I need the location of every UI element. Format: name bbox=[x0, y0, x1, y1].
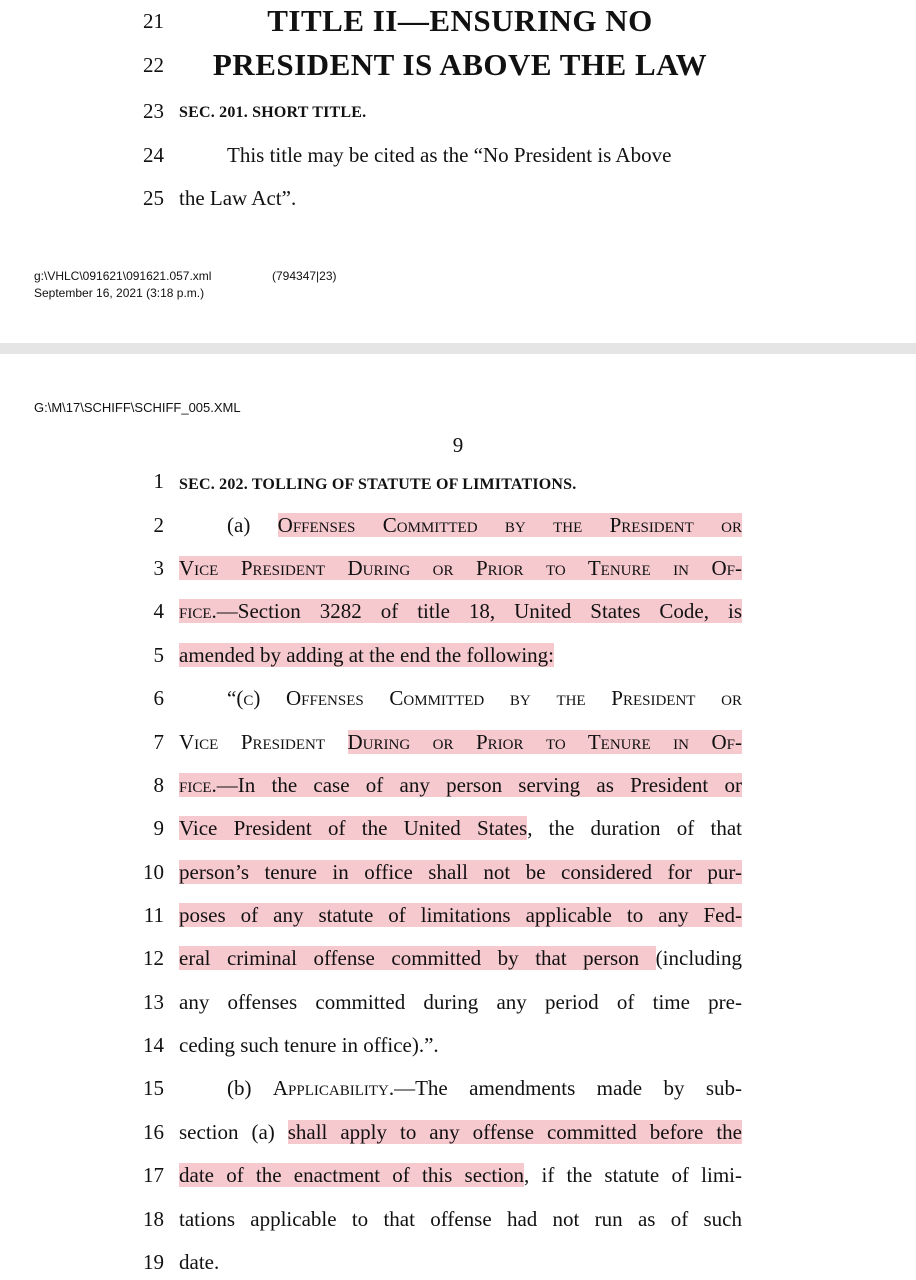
line-number: 18 bbox=[143, 1207, 164, 1231]
timestamp: September 16, 2021 (3:18 p.m.) bbox=[34, 286, 205, 300]
line-number: 10 bbox=[143, 860, 164, 884]
line-number: 23 bbox=[143, 99, 164, 123]
line-number: 15 bbox=[143, 1076, 164, 1100]
line-number: 3 bbox=[153, 556, 164, 580]
line-number: 24 bbox=[143, 143, 164, 167]
text-line-6: “(c) Offenses Committed by the President or bbox=[227, 686, 742, 710]
text-line-5 bbox=[179, 642, 742, 668]
highlight: fice.—In the case of any person serving as President or bbox=[179, 773, 742, 797]
highlight: Vice President During or Prior to Tenure in Of- bbox=[179, 556, 742, 580]
text-line-18: tations applicable to that offense had not run as of such bbox=[179, 1207, 742, 1231]
highlight: Offenses Committed by the President or bbox=[277, 513, 742, 537]
highlight: amended by adding at the end the following: bbox=[179, 643, 554, 667]
line-number: 12 bbox=[143, 946, 164, 970]
text-line-16: section (a) shall apply to any offense committed before the bbox=[179, 1120, 742, 1144]
text-line-24: This title may be cited as the “No President is Above bbox=[227, 143, 672, 167]
highlight: fice.—Section 3282 of title 18, United States Code, is bbox=[179, 599, 742, 623]
text-line-7: Vice President During or Prior to Tenure in Of- bbox=[179, 730, 742, 754]
line-number: 13 bbox=[143, 990, 164, 1014]
line-number: 11 bbox=[143, 903, 164, 927]
text-line-3 bbox=[179, 555, 742, 581]
highlight: date of the enactment of this section bbox=[179, 1163, 525, 1187]
text-line-25: the Law Act”. bbox=[179, 186, 297, 210]
title-heading-line-1: TITLE II—ENSURING NO bbox=[267, 3, 653, 38]
line-number: 4 bbox=[153, 599, 164, 623]
text-line-10 bbox=[179, 859, 742, 885]
line-number: 22 bbox=[143, 53, 164, 77]
page-number: 9 bbox=[452, 433, 464, 457]
text-line-2: (a) Offenses Committed by the President or bbox=[227, 513, 742, 537]
text-line-14: ceding such tenure in office).”. bbox=[179, 1033, 439, 1057]
text-line-11 bbox=[179, 902, 742, 928]
line-number: 21 bbox=[143, 9, 164, 33]
line-number: 2 bbox=[153, 513, 164, 537]
line-number: 1 bbox=[153, 469, 164, 493]
highlight: During or Prior to Tenure in Of- bbox=[347, 730, 742, 754]
text-line-9: Vice President of the United States, the duration of that bbox=[179, 816, 742, 840]
line-number: 7 bbox=[153, 730, 164, 754]
line-number: 6 bbox=[153, 686, 164, 710]
line-number: 8 bbox=[153, 773, 164, 797]
text-line-19: date. bbox=[179, 1250, 220, 1274]
text-line-15: (b) Applicability.—The amendments made by sub- bbox=[227, 1076, 742, 1100]
highlight: eral criminal offense committed by that person bbox=[179, 946, 656, 970]
highlight: shall apply to any offense committed before the bbox=[287, 1120, 742, 1144]
line-number: 17 bbox=[143, 1163, 164, 1187]
line-number: 14 bbox=[143, 1033, 164, 1057]
section-201-heading: SEC. 201. SHORT TITLE. bbox=[179, 104, 367, 121]
text-line-12: eral criminal offense committed by that person (including bbox=[179, 946, 742, 970]
text-line-13: any offenses committed during any period of time pre- bbox=[179, 990, 742, 1014]
line-number: 16 bbox=[143, 1120, 164, 1144]
highlight: Vice President of the United States bbox=[179, 816, 528, 840]
highlight: person’s tenure in office shall not be considered for pur- bbox=[179, 860, 742, 884]
line-number: 5 bbox=[153, 643, 164, 667]
title-heading-line-2: PRESIDENT IS ABOVE THE LAW bbox=[212, 47, 708, 82]
line-number: 25 bbox=[143, 186, 164, 210]
text-line-8 bbox=[179, 772, 742, 798]
file-path: g:\VHLC\091621\091621.057.xml bbox=[34, 269, 212, 283]
text-line-4 bbox=[179, 598, 742, 624]
section-202-heading: SEC. 202. TOLLING OF STATUTE OF LIMITATIONS. bbox=[179, 476, 577, 493]
file-path: G:\M\17\SCHIFF\SCHIFF_005.XML bbox=[34, 400, 241, 415]
highlight: poses of any statute of limitations applicable to any Fed- bbox=[179, 903, 742, 927]
page-divider bbox=[0, 343, 916, 354]
line-number: 19 bbox=[143, 1250, 164, 1274]
document-id: (794347|23) bbox=[272, 269, 337, 283]
text-line-17: date of the enactment of this section, if the statute of limi- bbox=[179, 1163, 743, 1187]
line-number: 9 bbox=[153, 816, 164, 840]
